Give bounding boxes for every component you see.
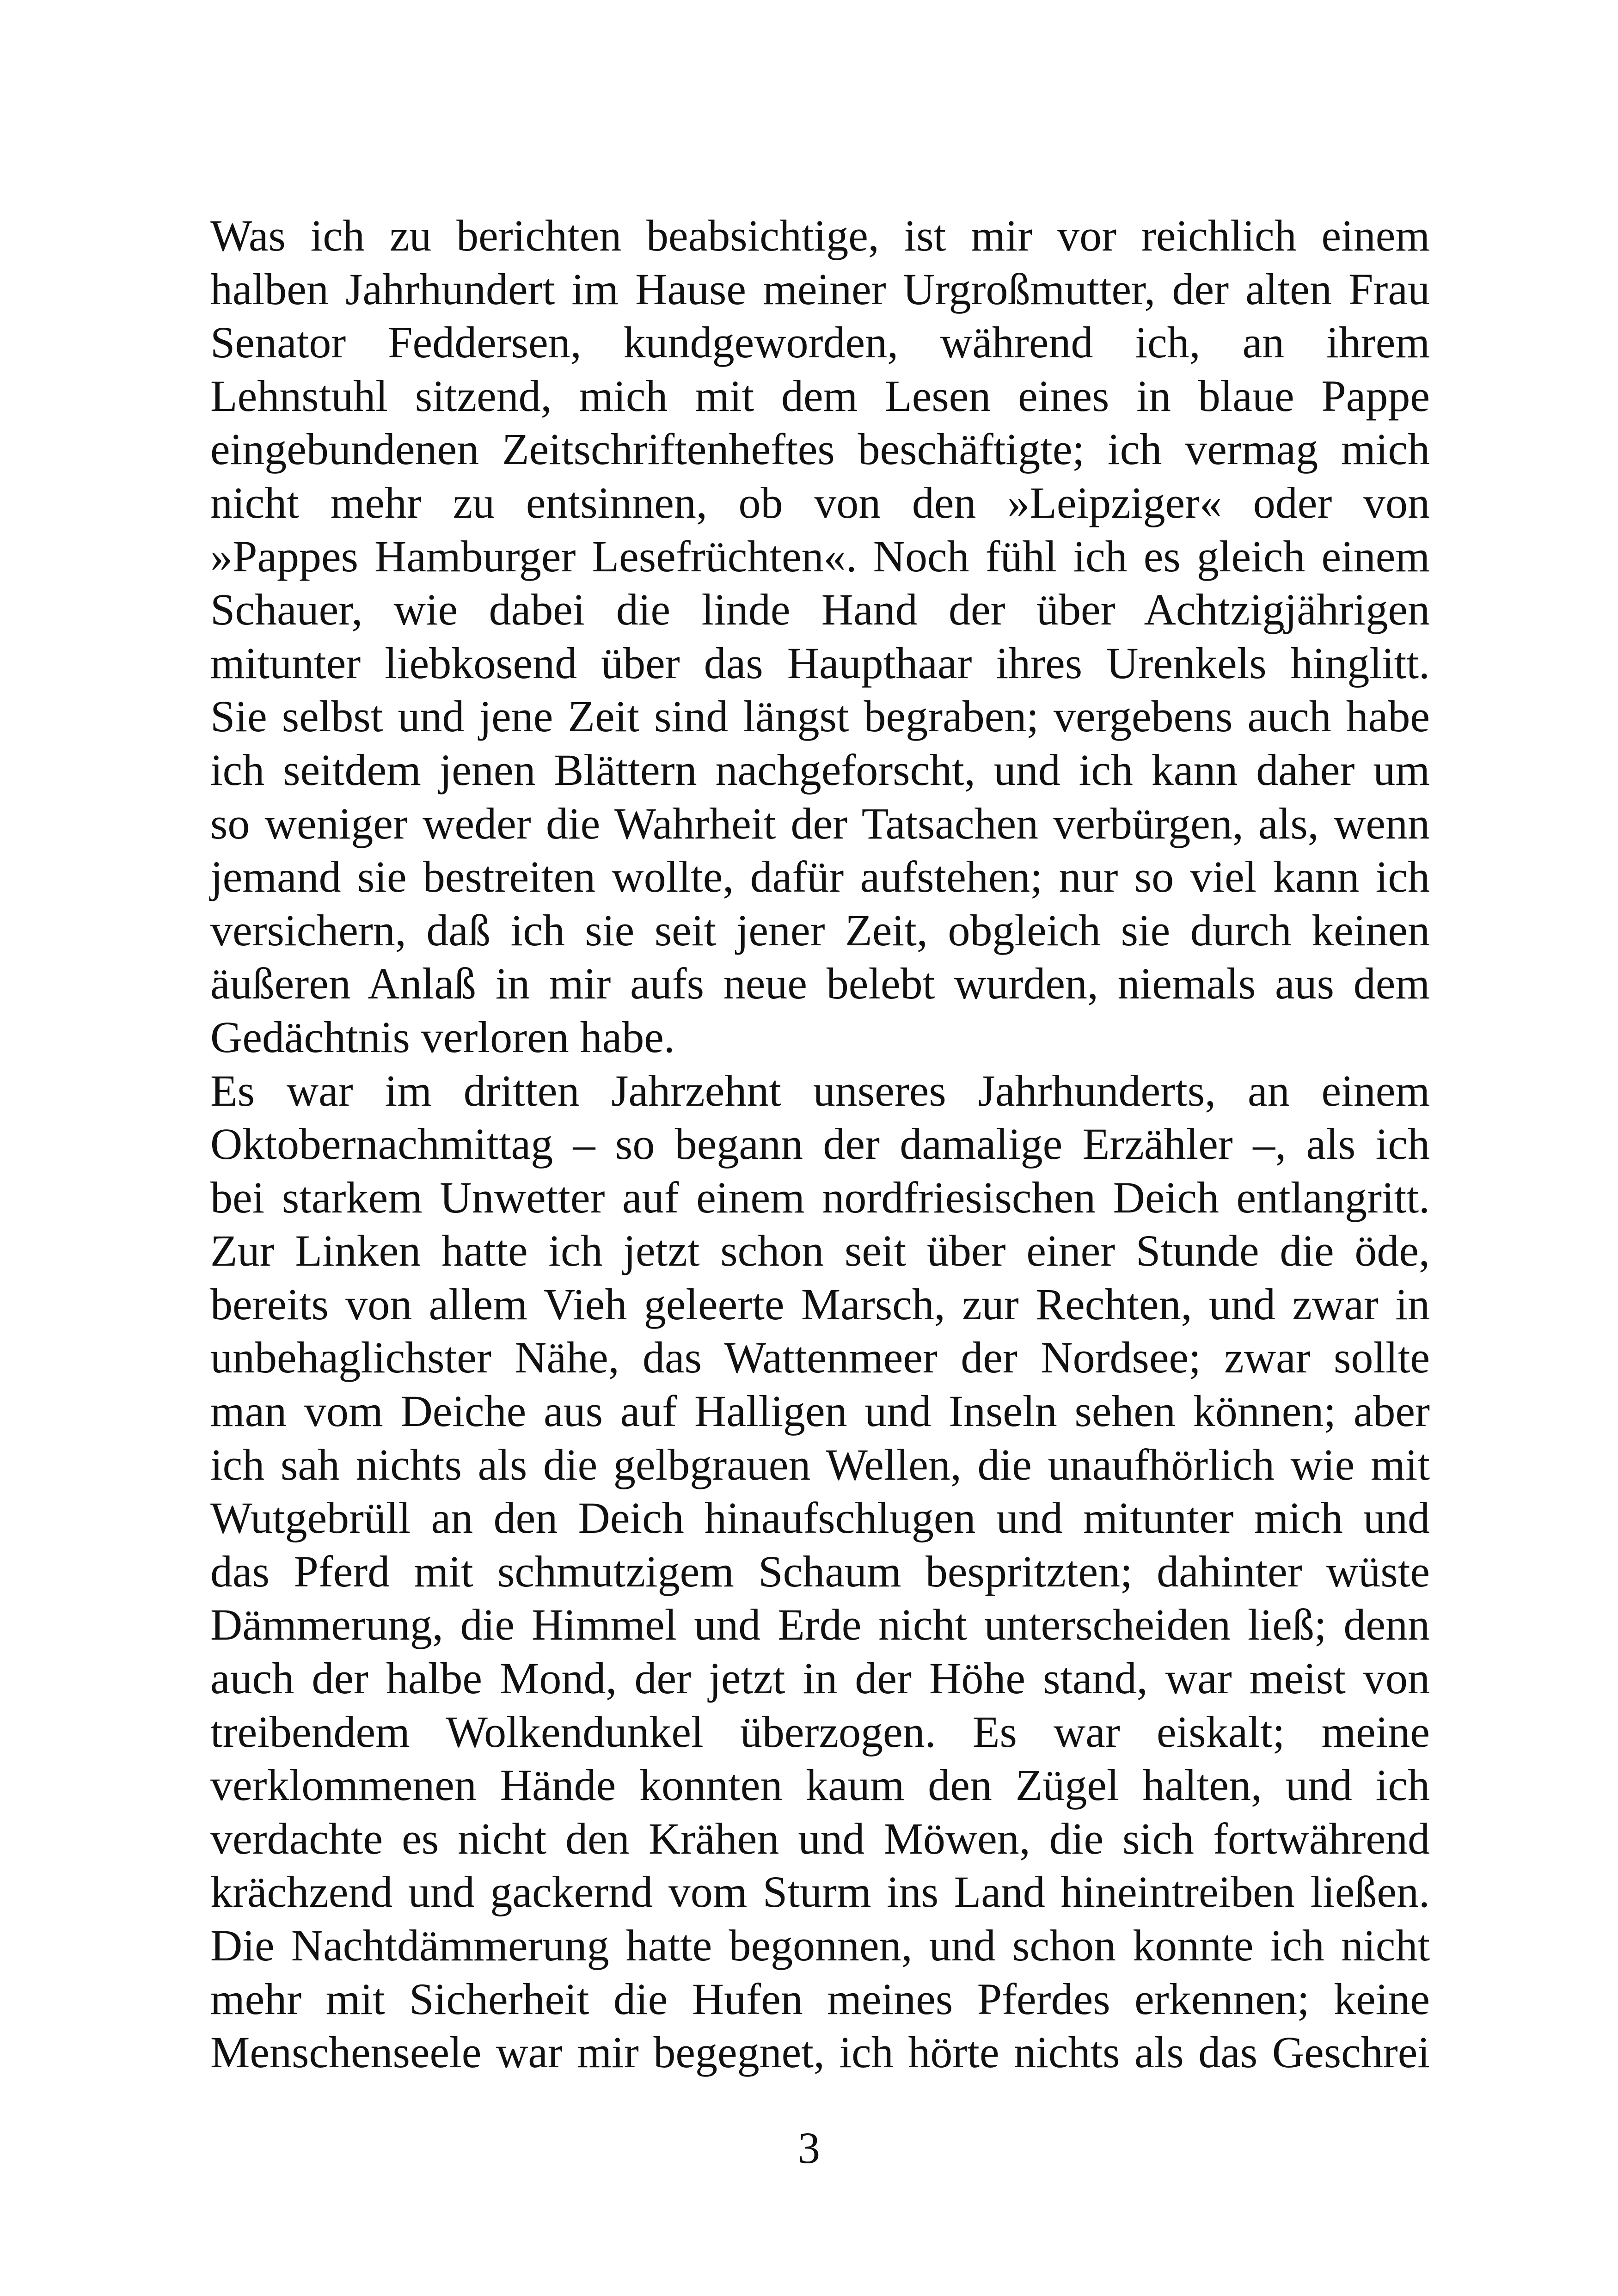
text-line: unbehaglichster Nähe, das Wattenmeer der Nordsee; zwar sollte [210, 1333, 1430, 1383]
paragraph [210, 1064, 1430, 2079]
text-line: Senator Feddersen, kundgeworden, während ich, an ihrem [210, 318, 1430, 367]
text-line: so weniger weder die Wahrheit der Tatsachen verbürgen, als, wenn [210, 798, 1430, 848]
text-line: Sie selbst und jene Zeit sind längst begraben; vergebens auch habe [210, 692, 1430, 741]
text-line: »Pappes Hamburger Lesefrüchten«. Noch fühl ich es gleich einem [210, 531, 1430, 581]
text-line: Schauer, wie dabei die linde Hand der über Achtzigjährigen [210, 585, 1430, 635]
text-line: das Pferd mit schmutzigem Schaum bespritzten; dahinter wüste [210, 1546, 1430, 1596]
text-line: ich sah nichts als die gelbgrauen Wellen, die unaufhörlich wie mit [210, 1439, 1430, 1489]
text-line: Zur Linken hatte ich jetzt schon seit über einer Stunde die öde, [210, 1226, 1430, 1276]
text-line: krächzend und gackernd vom Sturm ins Land hineintreiben ließen. [210, 1867, 1430, 1917]
text-line: halben Jahrhundert im Hause meiner Urgroßmutter, der alten Frau [210, 264, 1430, 314]
text-line: Es war im dritten Jahrzehnt unseres Jahrhunderts, an einem [210, 1065, 1430, 1115]
text-line: ich seitdem jenen Blättern nachgeforscht, und ich kann daher um [210, 745, 1430, 795]
text-line: versichern, daß ich sie seit jener Zeit, obgleich sie durch keinen [210, 905, 1430, 955]
text-line: jemand sie bestreiten wollte, dafür aufstehen; nur so viel kann ich [210, 852, 1430, 902]
text-line: man vom Deiche aus auf Halligen und Inseln sehen können; aber [210, 1386, 1430, 1436]
text-line: äußeren Anlaß in mir aufs neue belebt wurden, niemals aus dem [210, 959, 1430, 1009]
text-line: Dämmerung, die Himmel und Erde nicht unterscheiden ließ; denn [210, 1600, 1430, 1650]
text-line: eingebundenen Zeitschriftenheftes beschäftigte; ich vermag mich [210, 424, 1430, 474]
text-line: Lehnstuhl sitzend, mich mit dem Lesen eines in blaue Pappe [210, 371, 1430, 421]
body-text [210, 209, 1430, 2079]
text-line: treibendem Wolkendunkel überzogen. Es war eiskalt; meine [210, 1707, 1430, 1757]
text-line: mehr mit Sicherheit die Hufen meines Pferdes erkennen; keine [210, 1974, 1430, 2024]
paragraph [210, 209, 1430, 1064]
text-line: verdachte es nicht den Krähen und Möwen, die sich fortwährend [210, 1813, 1430, 1863]
page-number: 3 [798, 2123, 820, 2173]
text-line: Oktobernachmittag – so begann der damalige Erzähler –, als ich [210, 1119, 1430, 1169]
text-line: auch der halbe Mond, der jetzt in der Höhe stand, war meist von [210, 1653, 1430, 1703]
text-line: verklommenen Hände konnten kaum den Zügel halten, und ich [210, 1760, 1430, 1810]
text-line: mitunter liebkosend über das Haupthaar ihres Urenkels hinglitt. [210, 638, 1430, 688]
text-line: Wutgebrüll an den Deich hinaufschlugen und mitunter mich und [210, 1493, 1430, 1543]
text-line: nicht mehr zu entsinnen, ob von den »Leipziger« oder von [210, 478, 1430, 527]
text-line: bereits von allem Vieh geleerte Marsch, zur Rechten, und zwar in [210, 1279, 1430, 1329]
text-line: Gedächtnis verloren habe. [210, 1012, 675, 1062]
text-line: Was ich zu berichten beabsichtige, ist mir vor reichlich einem [210, 211, 1430, 260]
text-line: Die Nachtdämmerung hatte begonnen, und schon konnte ich nicht [210, 1921, 1430, 1970]
text-line: Menschenseele war mir begegnet, ich hörte nichts als das Geschrei [210, 2027, 1430, 2077]
text-line: bei starkem Unwetter auf einem nordfriesischen Deich entlangritt. [210, 1172, 1430, 1222]
